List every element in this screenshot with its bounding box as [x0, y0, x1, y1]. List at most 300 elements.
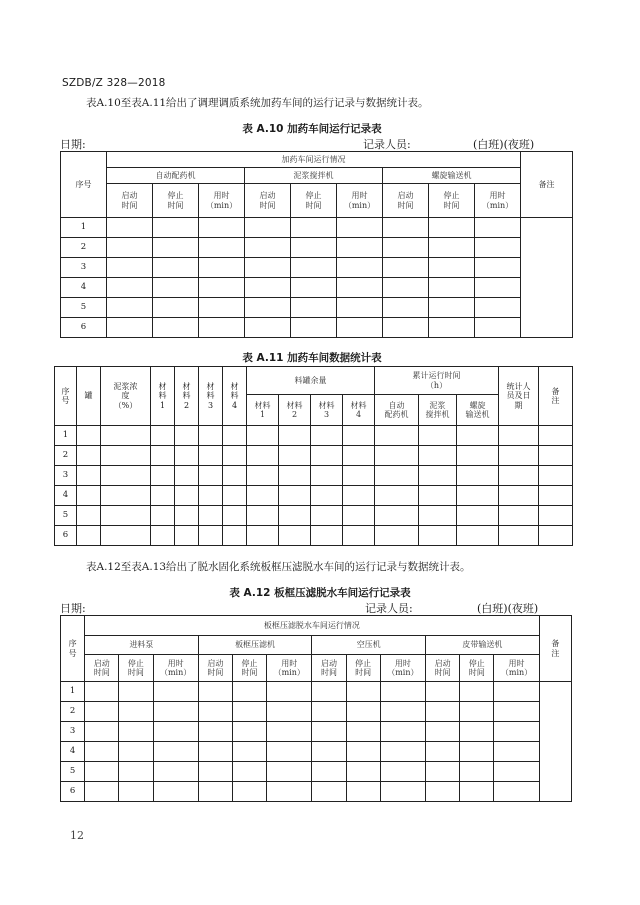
data-cell [198, 722, 232, 742]
data-cell [199, 298, 245, 318]
data-cell [153, 782, 198, 802]
table-a11-group-runtime: 累计运行时间 （h） [375, 367, 499, 395]
table-a11-runtime-col: 螺旋 输送机 [457, 395, 499, 426]
table-a12-sub-header: 启动 时间 [198, 655, 232, 682]
data-cell [312, 762, 346, 782]
table-a10-sub-header: 停止 时间 [429, 184, 475, 218]
data-cell [291, 218, 337, 238]
data-cell [429, 218, 475, 238]
data-cell [101, 506, 151, 526]
table-a10-sub-header: 启动 时间 [245, 184, 291, 218]
data-cell [199, 258, 245, 278]
row-number: 3 [55, 466, 77, 486]
data-cell [223, 486, 247, 506]
table-a12-shift-label: (白班)(夜班) [477, 602, 539, 615]
table-row [55, 506, 573, 526]
data-cell [119, 722, 153, 742]
data-cell [311, 446, 343, 466]
table-row [61, 278, 573, 298]
data-cell [85, 782, 119, 802]
table-row [55, 526, 573, 546]
data-cell [380, 682, 425, 702]
table-row [61, 722, 572, 742]
data-cell [429, 318, 475, 338]
data-cell [380, 702, 425, 722]
table-a10-machine-1: 自动配药机 [107, 168, 245, 184]
data-cell [119, 742, 153, 762]
data-cell [153, 722, 198, 742]
data-cell [107, 318, 153, 338]
data-cell [343, 426, 375, 446]
data-cell [460, 742, 494, 762]
data-cell [494, 762, 539, 782]
table-a11-remain-col: 材料 2 [279, 395, 311, 426]
row-number: 2 [55, 446, 77, 466]
data-cell [279, 446, 311, 466]
table-a12 [60, 615, 572, 802]
data-cell [245, 278, 291, 298]
data-cell [380, 722, 425, 742]
data-cell [119, 702, 153, 722]
table-a10-machine-2: 泥浆搅拌机 [245, 168, 383, 184]
data-cell [475, 318, 521, 338]
data-cell [199, 278, 245, 298]
data-cell [475, 258, 521, 278]
data-cell [198, 782, 232, 802]
row-number: 6 [61, 318, 107, 338]
data-cell [232, 702, 266, 722]
table-a12-sub-header: 停止 时间 [460, 655, 494, 682]
intro-paragraph-1: 表A.10至表A.11给出了调理调质系统加药车间的运行记录与数据统计表。 [86, 97, 429, 109]
table-a11 [54, 366, 573, 546]
data-cell [85, 762, 119, 782]
data-cell [232, 762, 266, 782]
data-cell [311, 466, 343, 486]
data-cell [539, 446, 573, 466]
data-cell [475, 238, 521, 258]
data-cell [499, 446, 539, 466]
data-cell [383, 238, 429, 258]
table-a11-remain-col: 材料 1 [247, 395, 279, 426]
data-cell [107, 238, 153, 258]
data-cell [429, 298, 475, 318]
data-cell [199, 218, 245, 238]
data-cell [383, 298, 429, 318]
data-cell [539, 466, 573, 486]
row-number: 1 [61, 218, 107, 238]
intro-paragraph-2: 表A.12至表A.13给出了脱水固化系统板框压滤脱水车间的运行记录与数据统计表。 [86, 561, 471, 573]
data-cell [199, 486, 223, 506]
data-cell [457, 426, 499, 446]
table-a12-sub-header: 启动 时间 [312, 655, 346, 682]
table-a11-group-remain: 料罐余量 [247, 367, 375, 395]
data-cell [460, 682, 494, 702]
table-a12-sub-header: 停止 时间 [232, 655, 266, 682]
data-cell [539, 506, 573, 526]
data-cell [175, 506, 199, 526]
data-cell [375, 466, 419, 486]
table-a12-group-title: 板框压滤脱水车间运行情况 [85, 616, 540, 636]
table-row [55, 466, 573, 486]
table-row [61, 258, 573, 278]
data-cell [426, 702, 460, 722]
table-row [61, 218, 573, 238]
table-a11-col-tank: 罐 [77, 367, 101, 426]
data-cell [312, 682, 346, 702]
row-number: 6 [61, 782, 85, 802]
data-cell [267, 742, 312, 762]
data-cell [199, 506, 223, 526]
data-cell [426, 762, 460, 782]
data-cell [77, 526, 101, 546]
data-cell [119, 682, 153, 702]
table-a11-material-1: 材 料 1 [151, 367, 175, 426]
data-cell [279, 526, 311, 546]
data-cell [119, 782, 153, 802]
data-cell [245, 298, 291, 318]
data-cell [77, 446, 101, 466]
data-cell [101, 446, 151, 466]
data-cell [343, 526, 375, 546]
data-cell [279, 486, 311, 506]
table-a10-title: 表 A.10 加药车间运行记录表 [242, 123, 382, 135]
row-number: 3 [61, 722, 85, 742]
data-cell [475, 218, 521, 238]
data-cell [426, 682, 460, 702]
table-a10-sub-header: 用时 （min） [199, 184, 245, 218]
data-cell [199, 466, 223, 486]
data-cell [460, 782, 494, 802]
data-cell [223, 506, 247, 526]
table-a12-col-seq: 序 号 [61, 616, 85, 682]
table-a11-material-2: 材 料 2 [175, 367, 199, 426]
data-cell [429, 238, 475, 258]
data-cell [101, 486, 151, 506]
data-cell [77, 426, 101, 446]
data-cell [337, 218, 383, 238]
data-cell [85, 722, 119, 742]
remark-cell [521, 218, 573, 338]
table-a10-sub-header: 启动 时间 [107, 184, 153, 218]
data-cell [247, 446, 279, 466]
table-a12-sub-header: 启动 时间 [85, 655, 119, 682]
data-cell [223, 446, 247, 466]
data-cell [419, 426, 457, 446]
data-cell [153, 218, 199, 238]
data-cell [380, 742, 425, 762]
table-a12-machine-2: 板框压滤机 [198, 636, 312, 655]
table-a10-date-label: 日期: [60, 138, 86, 151]
data-cell [151, 486, 175, 506]
remark-cell [539, 682, 571, 802]
row-number: 1 [61, 682, 85, 702]
data-cell [426, 722, 460, 742]
data-cell [539, 526, 573, 546]
data-cell [245, 318, 291, 338]
table-a10-shift-label: (白班)(夜班) [473, 138, 535, 151]
table-a10-sub-header: 用时 （min） [337, 184, 383, 218]
data-cell [199, 238, 245, 258]
data-cell [175, 526, 199, 546]
data-cell [279, 426, 311, 446]
table-row [61, 762, 572, 782]
data-cell [267, 702, 312, 722]
data-cell [267, 722, 312, 742]
table-a12-sub-header: 用时 （min） [380, 655, 425, 682]
data-cell [77, 466, 101, 486]
data-cell [460, 702, 494, 722]
table-a10-recorder-label: 记录人员: [363, 138, 411, 151]
data-cell [199, 318, 245, 338]
data-cell [199, 446, 223, 466]
data-cell [232, 722, 266, 742]
data-cell [419, 486, 457, 506]
data-cell [499, 526, 539, 546]
data-cell [311, 506, 343, 526]
data-cell [175, 486, 199, 506]
data-cell [426, 782, 460, 802]
data-cell [247, 466, 279, 486]
data-cell [419, 526, 457, 546]
data-cell [175, 426, 199, 446]
data-cell [419, 506, 457, 526]
data-cell [429, 278, 475, 298]
data-cell [337, 238, 383, 258]
table-a10-machine-3: 螺旋输送机 [383, 168, 521, 184]
table-a12-sub-header: 启动 时间 [426, 655, 460, 682]
data-cell [346, 782, 380, 802]
row-number: 4 [61, 278, 107, 298]
data-cell [499, 426, 539, 446]
table-a10-sub-header: 启动 时间 [383, 184, 429, 218]
data-cell [312, 722, 346, 742]
data-cell [107, 298, 153, 318]
data-cell [107, 278, 153, 298]
table-a12-col-remark: 备 注 [539, 616, 571, 682]
data-cell [343, 506, 375, 526]
data-cell [267, 682, 312, 702]
row-number: 2 [61, 238, 107, 258]
data-cell [151, 466, 175, 486]
page-number: 12 [70, 829, 84, 842]
data-cell [153, 762, 198, 782]
data-cell [383, 318, 429, 338]
data-cell [460, 722, 494, 742]
data-cell [457, 486, 499, 506]
data-cell [101, 466, 151, 486]
data-cell [153, 238, 199, 258]
data-cell [77, 506, 101, 526]
table-a10-sub-header: 停止 时间 [291, 184, 337, 218]
data-cell [245, 258, 291, 278]
data-cell [337, 298, 383, 318]
data-cell [151, 526, 175, 546]
table-a12-machine-3: 空压机 [312, 636, 426, 655]
data-cell [346, 722, 380, 742]
data-cell [346, 682, 380, 702]
data-cell [245, 218, 291, 238]
data-cell [223, 426, 247, 446]
data-cell [101, 526, 151, 546]
table-a10-group-title: 加药车间运行情况 [107, 152, 521, 168]
data-cell [494, 742, 539, 762]
table-a11-runtime-col: 泥浆 搅拌机 [419, 395, 457, 426]
data-cell [267, 762, 312, 782]
data-cell [343, 446, 375, 466]
data-cell [151, 506, 175, 526]
table-a10-col-remark: 备注 [521, 152, 573, 218]
data-cell [375, 506, 419, 526]
data-cell [232, 682, 266, 702]
data-cell [311, 526, 343, 546]
table-a12-date-label: 日期: [60, 602, 86, 615]
data-cell [499, 486, 539, 506]
table-a11-col-seq: 序 号 [55, 367, 77, 426]
row-number: 2 [61, 702, 85, 722]
data-cell [460, 762, 494, 782]
data-cell [247, 526, 279, 546]
table-a11-remain-col: 材料 4 [343, 395, 375, 426]
table-row [55, 426, 573, 446]
data-cell [247, 486, 279, 506]
data-cell [426, 742, 460, 762]
data-cell [539, 426, 573, 446]
data-cell [107, 258, 153, 278]
data-cell [85, 702, 119, 722]
data-cell [312, 702, 346, 722]
data-cell [539, 486, 573, 506]
table-row [61, 782, 572, 802]
data-cell [457, 446, 499, 466]
row-number: 5 [61, 298, 107, 318]
data-cell [380, 782, 425, 802]
data-cell [291, 318, 337, 338]
table-a12-sub-header: 停止 时间 [119, 655, 153, 682]
data-cell [383, 278, 429, 298]
table-row [61, 298, 573, 318]
data-cell [107, 218, 153, 238]
table-a11-runtime-col: 自动 配药机 [375, 395, 419, 426]
data-cell [151, 446, 175, 466]
table-a12-sub-header: 用时 （min） [153, 655, 198, 682]
data-cell [119, 762, 153, 782]
table-a11-col-stat: 统计人 员及日 期 [499, 367, 539, 426]
data-cell [291, 238, 337, 258]
data-cell [232, 782, 266, 802]
data-cell [198, 702, 232, 722]
row-number: 4 [61, 742, 85, 762]
row-number: 4 [55, 486, 77, 506]
data-cell [346, 702, 380, 722]
table-a11-material-4: 材 料 4 [223, 367, 247, 426]
data-cell [245, 238, 291, 258]
data-cell [375, 446, 419, 466]
row-number: 5 [55, 506, 77, 526]
data-cell [346, 742, 380, 762]
data-cell [346, 762, 380, 782]
table-row [61, 742, 572, 762]
data-cell [85, 682, 119, 702]
data-cell [419, 446, 457, 466]
table-a12-sub-header: 用时 （min） [267, 655, 312, 682]
table-row [61, 318, 573, 338]
data-cell [494, 722, 539, 742]
table-a11-col-remark: 备 注 [539, 367, 573, 426]
data-cell [419, 466, 457, 486]
data-cell [153, 682, 198, 702]
data-cell [77, 486, 101, 506]
table-a10-col-seq: 序号 [61, 152, 107, 218]
data-cell [311, 486, 343, 506]
data-cell [199, 426, 223, 446]
table-row [61, 238, 573, 258]
data-cell [153, 702, 198, 722]
data-cell [457, 526, 499, 546]
data-cell [375, 426, 419, 446]
data-cell [494, 682, 539, 702]
table-row [55, 486, 573, 506]
table-a10-sub-header: 停止 时间 [153, 184, 199, 218]
data-cell [291, 278, 337, 298]
data-cell [151, 426, 175, 446]
data-cell [85, 742, 119, 762]
data-cell [457, 466, 499, 486]
data-cell [337, 278, 383, 298]
data-cell [499, 466, 539, 486]
data-cell [247, 506, 279, 526]
table-row [61, 702, 572, 722]
data-cell [383, 218, 429, 238]
data-cell [153, 258, 199, 278]
data-cell [494, 782, 539, 802]
data-cell [475, 278, 521, 298]
data-cell [153, 278, 199, 298]
data-cell [375, 486, 419, 506]
data-cell [343, 486, 375, 506]
row-number: 6 [55, 526, 77, 546]
data-cell [175, 466, 199, 486]
table-row [55, 446, 573, 466]
data-cell [153, 742, 198, 762]
table-a12-recorder-label: 记录人员: [365, 602, 413, 615]
data-cell [223, 526, 247, 546]
table-a11-remain-col: 材料 3 [311, 395, 343, 426]
data-cell [429, 258, 475, 278]
data-cell [198, 742, 232, 762]
table-a12-machine-4: 皮带输送机 [426, 636, 540, 655]
data-cell [101, 426, 151, 446]
row-number: 1 [55, 426, 77, 446]
table-a11-title: 表 A.11 加药车间数据统计表 [242, 352, 382, 364]
data-cell [337, 258, 383, 278]
table-a11-material-3: 材 料 3 [199, 367, 223, 426]
table-a10 [60, 151, 573, 338]
data-cell [153, 298, 199, 318]
table-a10-sub-header: 用时 （min） [475, 184, 521, 218]
data-cell [312, 782, 346, 802]
data-cell [267, 782, 312, 802]
data-cell [383, 258, 429, 278]
data-cell [247, 426, 279, 446]
data-cell [291, 258, 337, 278]
data-cell [291, 298, 337, 318]
data-cell [311, 426, 343, 446]
data-cell [337, 318, 383, 338]
table-a12-sub-header: 用时 （min） [494, 655, 539, 682]
table-a11-col-density: 泥浆浓 度 （%） [101, 367, 151, 426]
data-cell [198, 762, 232, 782]
data-cell [279, 506, 311, 526]
